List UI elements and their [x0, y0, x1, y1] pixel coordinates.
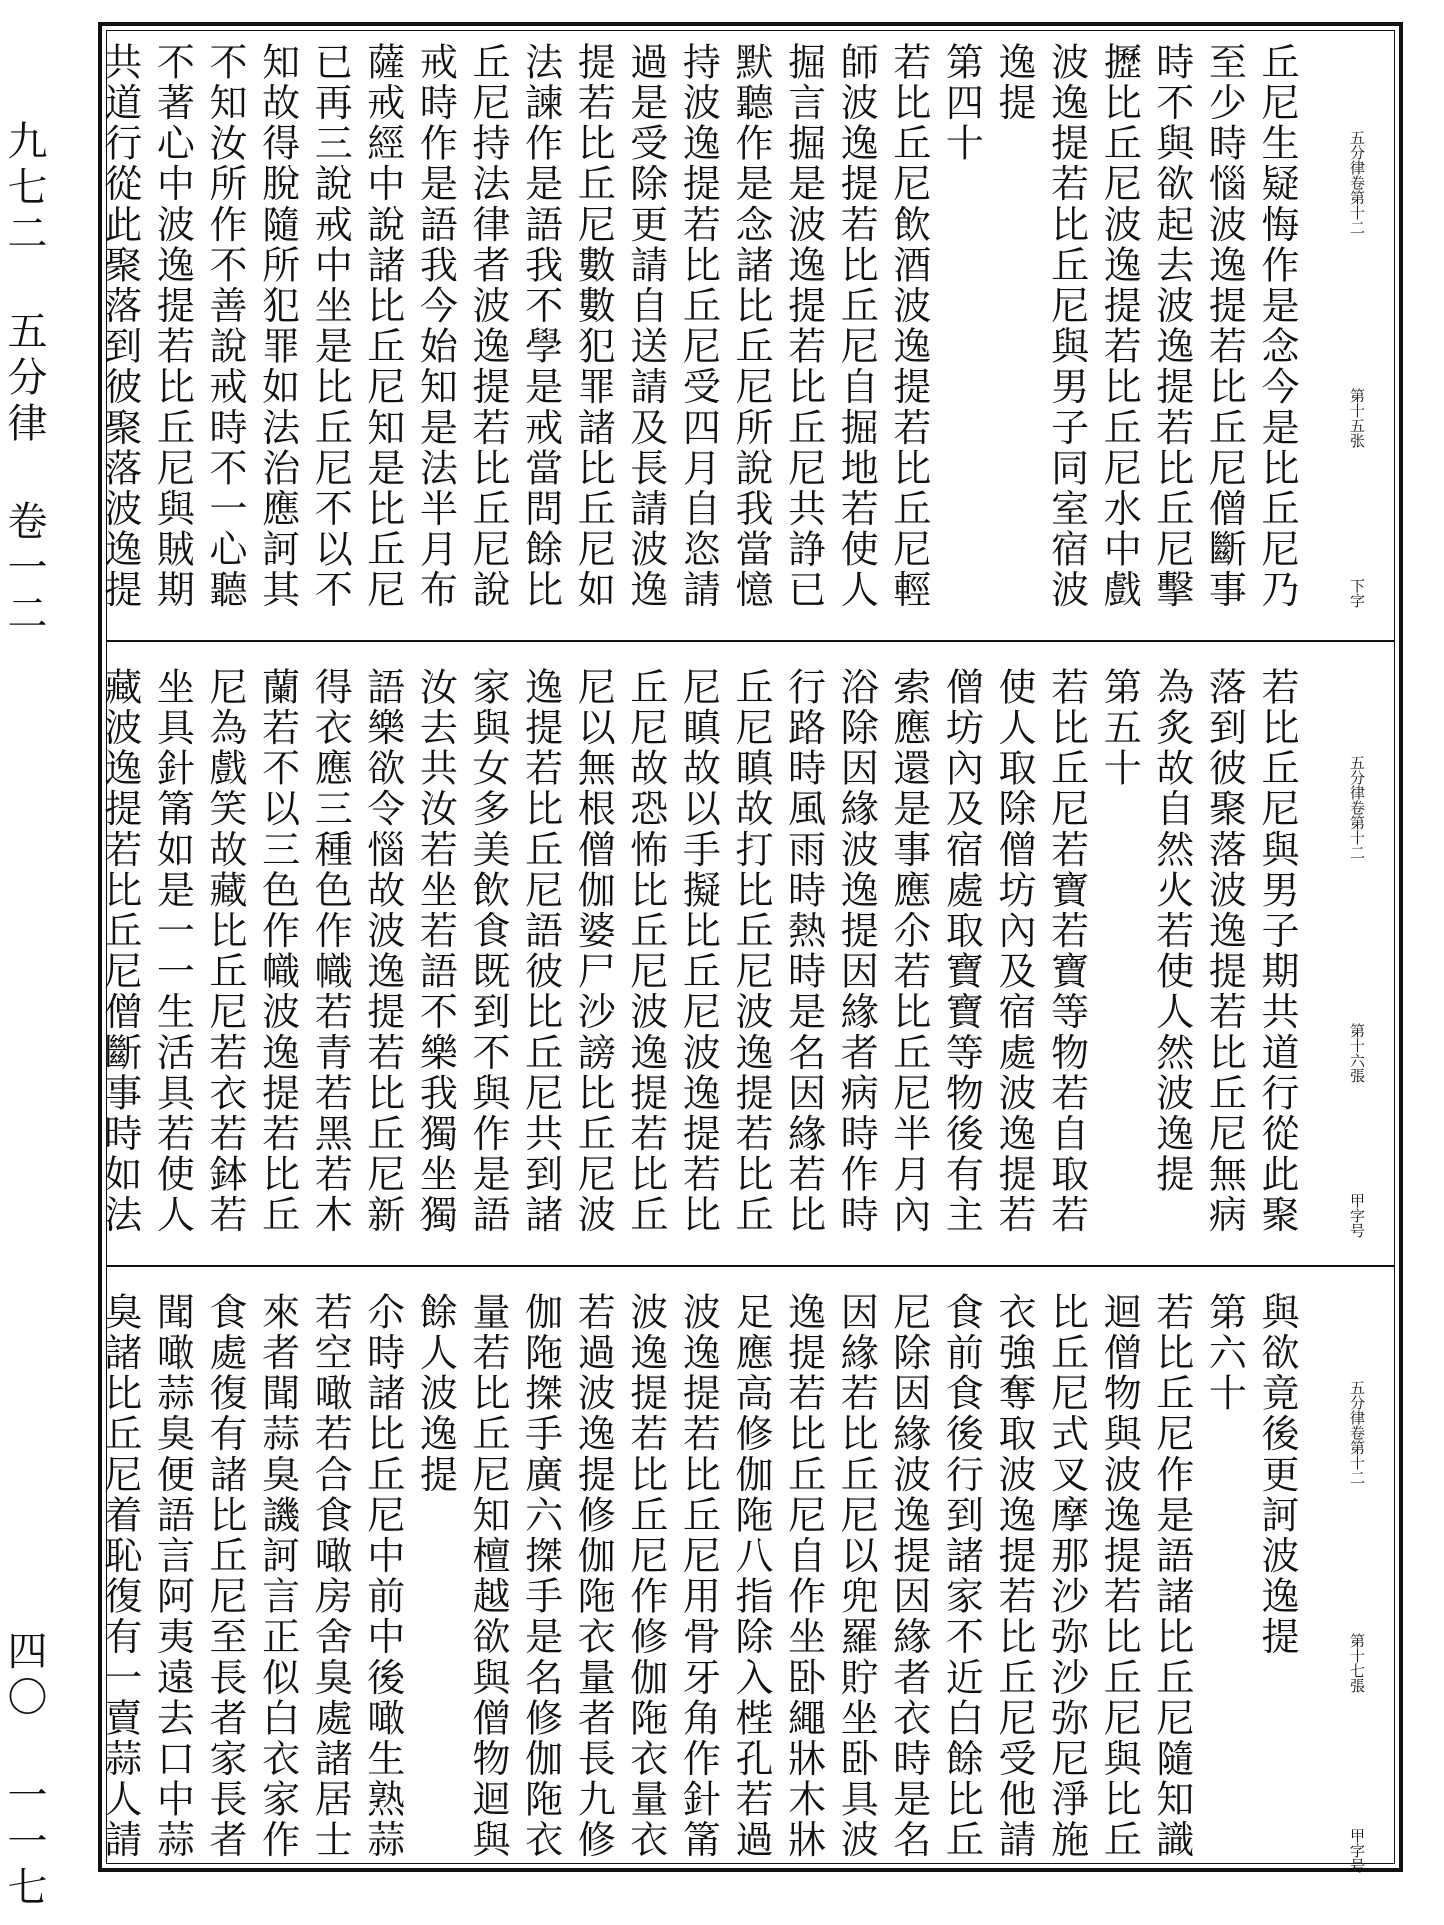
text-column: 第五十 [1097, 667, 1142, 789]
margin-note: 五分律卷第十二 [1348, 1380, 1366, 1485]
text-column: 足應高修伽陁八指除入梐孔若過 [729, 1292, 773, 1861]
text-column: 衣強奪取波逸提若比丘尼受他請 [992, 1292, 1036, 1861]
text-column: 伽陁搩手廣六搩手是名修伽陁衣 [518, 1292, 563, 1861]
text-column: 迴僧物與波逸提若比丘尼與比丘 [1097, 1292, 1142, 1861]
text-column: 僧坊內及宿處取寶寶等物後有主 [939, 667, 984, 1236]
text-column: 丘尼持法律者波逸提若比丘尼說 [466, 42, 510, 611]
text-column: 法諫作是語我不學是戒當問餘比 [518, 42, 563, 611]
text-column: 餘人波逸提 [413, 1292, 458, 1495]
margin-note: 第十六張 [1348, 1023, 1366, 1083]
text-column: 波逸提若比丘尼作修伽陁衣量衣 [623, 1292, 668, 1861]
register-divider [106, 640, 1395, 642]
text-column: 知故得脫隨所犯罪如法治應訶其 [255, 42, 300, 611]
text-column: 不著心中波逸提若比丘尼與賊期 [150, 42, 195, 611]
text-column: 若比丘尼飲酒波逸提若比丘尼輕 [886, 42, 931, 611]
margin-note: 甲字号 [1348, 1193, 1366, 1238]
margin-note: 第十七張 [1348, 1633, 1366, 1693]
text-column: 時不與欲起去波逸提若比丘尼擊 [1149, 42, 1194, 611]
text-column: 尼除因緣波逸提因緣者衣時是名 [886, 1292, 931, 1861]
text-column: 丘尼瞋故打比丘尼波逸提若比丘 [729, 667, 773, 1236]
text-column: 蘭若不以三色作幟波逸提若比丘 [255, 667, 300, 1236]
register-2 [0, 663, 1444, 1258]
margin-note: 甲字号 [1348, 1828, 1366, 1873]
text-column: 比丘尼式叉摩那沙弥沙弥尼淨施 [1044, 1292, 1089, 1861]
text-column: 逸提若比丘尼自作坐卧繩牀木牀 [781, 1292, 826, 1861]
register-1 [0, 38, 1444, 633]
text-column: 掘言掘是波逸提若比丘尼共諍已 [781, 42, 826, 611]
text-column: 來者聞蒜臭譏訶言正似白衣家作 [255, 1292, 300, 1861]
text-column: 食處復有諸比丘尼至長者家長者 [203, 1292, 247, 1861]
text-column: 落到彼聚落波逸提若比丘尼無病 [1202, 667, 1247, 1236]
text-column: 行路時風雨時熱時是名因緣若比 [781, 667, 826, 1236]
register-3 [0, 1288, 1444, 1873]
register-divider [106, 1265, 1395, 1267]
margin-note: 下字 [1348, 578, 1366, 608]
text-column: 尼為戲笑故藏比丘尼若衣若鉢若 [203, 667, 247, 1236]
text-column: 逸提 [992, 42, 1036, 124]
text-column: 尒時諸比丘尼中前中後噉生熟蒜 [360, 1292, 405, 1861]
text-column: 若過波逸提修伽陁衣量者長九修 [571, 1292, 616, 1861]
text-column: 與欲竟後更訶波逸提 [1255, 1292, 1299, 1658]
text-column: 持波逸提若比丘尼受四月自恣請 [676, 42, 721, 611]
text-column: 第六十 [1202, 1292, 1247, 1414]
text-column: 攊比丘尼波逸提若比丘尼水中戲 [1097, 42, 1142, 611]
margin-note: 第十五张 [1348, 388, 1366, 448]
side-page-number: 四〇 一一七 [1, 1630, 47, 1912]
text-column: 臭諸比丘尼着恥復有一賣蒜人請 [97, 1292, 142, 1861]
text-column: 戒時作是語我今始知是法半月布 [413, 42, 458, 611]
text-column: 逸提若比丘尼語彼比丘尼共到諸 [518, 667, 563, 1236]
text-column: 共道行從此聚落到彼聚落波逸提 [97, 42, 142, 611]
text-column: 默聽作是念諸比丘尼所說我當憶 [729, 42, 773, 611]
text-column: 因緣若比丘尼以兜羅貯坐卧具波 [834, 1292, 879, 1861]
text-column: 若比丘尼作是語諸比丘尼隨知識 [1149, 1292, 1194, 1861]
text-column: 師波逸提若比丘尼自掘地若使人 [834, 42, 879, 611]
text-column: 若比丘尼若寶若寶等物若自取若 [1044, 667, 1089, 1236]
text-column: 已再三說戒中坐是比丘尼不以不 [308, 42, 353, 611]
text-column: 使人取除僧坊內及宿處波逸提若 [992, 667, 1036, 1236]
text-column: 過是受除更請自送請及長請波逸 [623, 42, 668, 611]
text-column: 坐具針筩如是一一生活具若使人 [150, 667, 195, 1236]
text-column: 量若比丘尼知檀越欲與僧物迴與 [466, 1292, 510, 1861]
text-column: 若空噉若合食噉房舍臭處諸居士 [308, 1292, 353, 1861]
text-column: 波逸提若比丘尼用骨牙角作針筩 [676, 1292, 721, 1861]
text-column: 家與女多美飲食既到不與作是語 [466, 667, 510, 1236]
text-column: 食前食後行到諸家不近白餘比丘 [939, 1292, 984, 1861]
text-column: 丘尼生疑悔作是念今是比丘尼乃 [1255, 42, 1299, 611]
side-caption: 九七二 五分律 卷一二 [1, 120, 47, 638]
text-column: 浴除因緣波逸提因緣者病時作時 [834, 667, 879, 1236]
text-column: 汝去共汝若坐若語不樂我獨坐獨 [413, 667, 458, 1236]
text-column: 波逸提若比丘尼與男子同室宿波 [1044, 42, 1089, 611]
text-column: 語樂欲令惱故波逸提若比丘尼新 [360, 667, 405, 1236]
margin-note: 五分律卷第十二 [1348, 130, 1366, 235]
text-column: 為炙故自然火若使人然波逸提 [1149, 667, 1194, 1195]
text-column: 尼瞋故以手擬比丘尼波逸提若比 [676, 667, 721, 1236]
text-column: 得衣應三種色作幟若青若黑若木 [308, 667, 353, 1236]
text-column: 尼以無根僧伽婆尸沙謗比丘尼波 [571, 667, 616, 1236]
text-column: 第四十 [939, 42, 984, 164]
margin-note: 五分律卷第十二 [1348, 755, 1366, 860]
text-column: 索應還是事應尒若比丘尼半月內 [886, 667, 931, 1236]
text-column: 不知汝所作不善說戒時不一心聽 [203, 42, 247, 611]
text-column: 若比丘尼與男子期共道行從此聚 [1255, 667, 1299, 1236]
text-column: 至少時惱波逸提若比丘尼僧斷事 [1202, 42, 1247, 611]
text-column: 聞噉蒜臭便語言阿夷遠去口中蒜 [150, 1292, 195, 1861]
text-column: 提若比丘尼數數犯罪諸比丘尼如 [571, 42, 616, 611]
text-column: 薩戒經中說諸比丘尼知是比丘尼 [360, 42, 405, 611]
text-column: 藏波逸提若比丘尼僧斷事時如法 [97, 667, 142, 1236]
text-column: 丘尼故恐怖比丘尼波逸提若比丘 [623, 667, 668, 1236]
